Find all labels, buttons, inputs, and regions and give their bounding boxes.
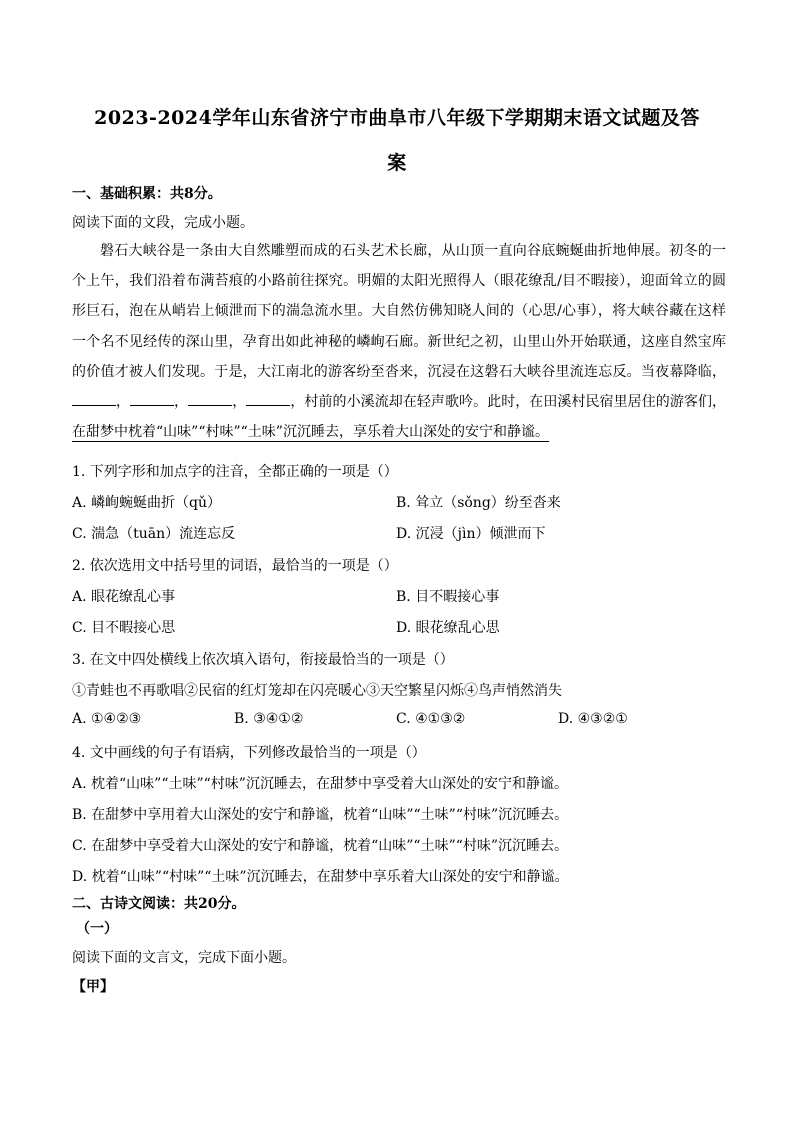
question-3-stem: 3. 在文中四处横线上依次填入语句，衔接最恰当的一项是（）: [72, 652, 454, 668]
passage-after-blanks: ，村前的小溪流却在轻声歌吟。此时，在田溪村民宿里居住的游客们，: [290, 394, 727, 411]
subsection-1-label: （一）: [76, 921, 118, 937]
blank-separator: ，: [116, 394, 131, 411]
passage-text: 磐石大峡谷是一条由大自然雕塑而成的石头艺术长廊，从山顶一直向谷底蜿蜒曲折地伸展。初冬的一个上午，我们沿着布满苔痕的小路前往探究。明媚的太阳光照得人（眼花缭乱/目不暇接），迎面耸立的圆形巨石，泡在从峭岩上倾泄而下的湍急流水里。大自然仿佛知晓人间的（心思/心事），将大峡谷藏在这样一个名不见经传的深山里，孕育出如此神秘的嶙峋石廊。新世纪之初，山里山外开始联通，这座自然宝库的价值才被人们发现。于是，大江南北的游客纷至沓来，沉浸在这磐石大峡谷里流连忘反。当夜幕降临，: [72, 243, 726, 380]
document-title-line-2: 案: [387, 152, 407, 174]
question-4-option-c: C. 在甜梦中享受着大山深处的安宁和静谧，枕着“山味”“土味”“村味”沉沉睡去。: [72, 838, 569, 854]
fill-blank-4: [246, 391, 290, 406]
question-4-option-d: D. 枕着“山味”“村味”“土味”沉沉睡去，在甜梦中享乐着大山深处的安宁和静谧。: [72, 869, 569, 885]
question-1-option-c: C. 湍急（tuān）流连忘反: [72, 526, 236, 542]
question-2-option-a: A. 眼花缭乱心事: [72, 589, 176, 605]
question-1-option-d: D. 沉浸（jìn）倾泄而下: [396, 526, 546, 542]
question-2-option-c: C. 目不暇接心思: [72, 620, 176, 636]
question-1-stem: 1. 下列字形和加点字的注音，全都正确的一项是（）: [72, 464, 398, 480]
question-4-stem: 4. 文中画线的句子有语病，下列修改最恰当的一项是（）: [72, 745, 426, 761]
blank-separator: ，: [174, 394, 189, 411]
question-1-option-a: A. 嶙峋蜿蜒曲折（qǔ）: [72, 495, 221, 511]
fill-blank-2: [130, 391, 174, 406]
instruction-2: 阅读下面的文言文，完成下面小题。: [72, 950, 296, 966]
question-2-option-d: D. 眼花缭乱心思: [396, 620, 500, 636]
question-3-items: ①青蛙也不再歌唱②民宿的红灯笼却在闪亮暖心③天空繁星闪烁④鸟声悄然消失: [72, 683, 562, 699]
fill-blank-3: [188, 391, 232, 406]
reading-passage: [72, 236, 726, 447]
question-3-option-a: A. ①④②③: [72, 711, 142, 727]
text-label-jia: 【甲】: [72, 979, 114, 995]
blank-separator: ，: [232, 394, 247, 411]
fill-blank-1: [72, 391, 116, 406]
question-4-option-b: B. 在甜梦中享用着大山深处的安宁和静谧，枕着“山味”“土味”“村味”沉沉睡去。: [72, 807, 569, 823]
instruction-1: 阅读下面的文段，完成小题。: [72, 215, 254, 231]
question-4-option-a: A. 枕着“山味”“土味”“村味”沉沉睡去，在甜梦中享受着大山深处的安宁和静谧。: [72, 776, 568, 792]
section-2-heading: 二、古诗文阅读：共20分。: [72, 896, 246, 912]
question-2-option-b: B. 目不暇接心事: [396, 589, 500, 605]
section-1-heading: 一、基础积累：共8分。: [72, 186, 222, 202]
underlined-sentence: 在甜梦中枕着“山味”“村味”“土味”沉沉睡去，享乐着大山深处的安宁和静谧。: [72, 424, 549, 441]
question-3-option-c: C. ④①③②: [396, 711, 466, 727]
question-3-option-b: B. ③④①②: [234, 711, 304, 727]
question-1-option-b: B. 耸立（sǒng）纷至沓来: [396, 495, 561, 511]
question-2-stem: 2. 依次选用文中括号里的词语，最恰当的一项是（）: [72, 558, 398, 574]
question-3-option-d: D. ④③②①: [558, 711, 628, 727]
document-title-line-1: 2023-2024学年山东省济宁市曲阜市八年级下学期期末语文试题及答: [94, 107, 700, 129]
